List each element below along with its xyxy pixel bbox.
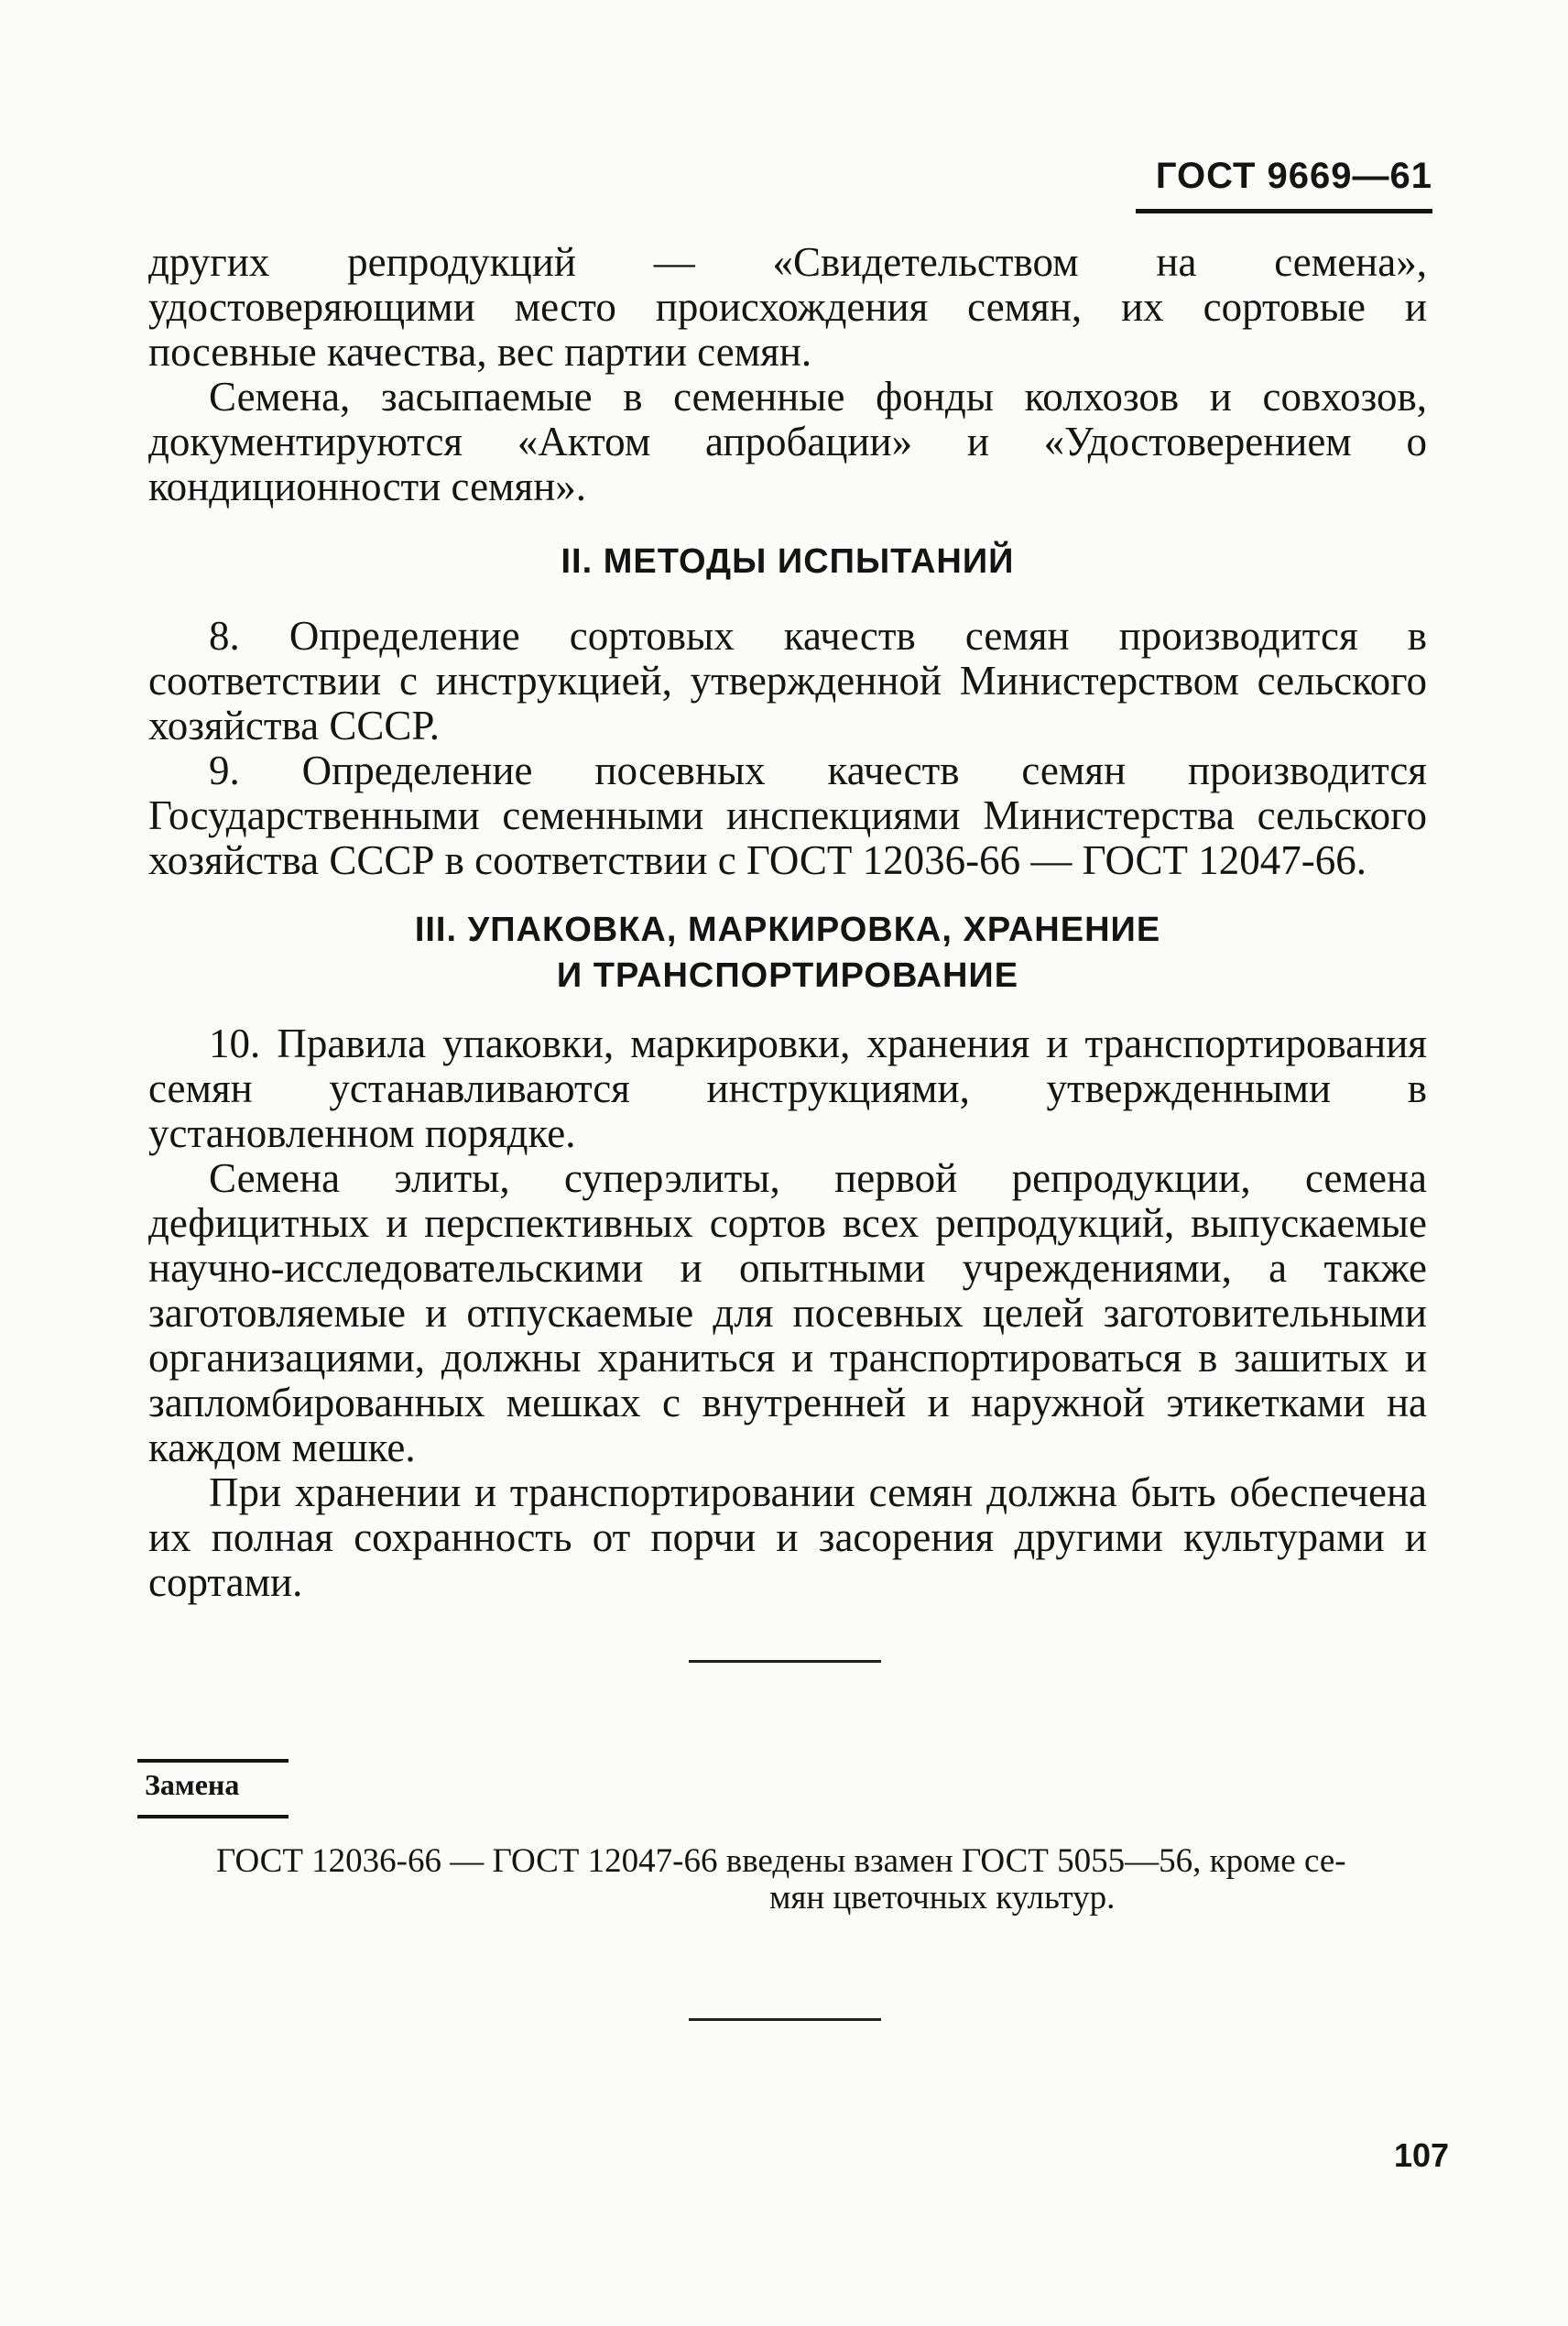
intro-paragraph-2: Семена, засыпаемые в семенные фонды колхозов и совхозов, документируются «Актом апробации» и «Удостоверением о кондиционности семян». — [148, 374, 1427, 509]
standard-code: ГОСТ 9669—61 — [1155, 156, 1432, 196]
replacement-note — [216, 1843, 1425, 1916]
packaging-section — [148, 1021, 1427, 1605]
header-rule — [1136, 209, 1432, 213]
replacement-rule-top — [137, 1759, 289, 1763]
packaging-paragraph-10: 10. Правила упаковки, маркировки, хранения и транспортирования семян устанавливаются инструкциями, утвержденными в установленном порядке. — [148, 1021, 1427, 1156]
replacement-note-line-1: ГОСТ 12036-66 — ГОСТ 12047-66 введены взамен ГОСТ 5055—56, кроме се- — [216, 1842, 1346, 1880]
replacement-label: Замена — [145, 1768, 240, 1801]
replacement-rule-bottom — [137, 1815, 289, 1818]
packaging-paragraph-2: Семена элиты, суперэлиты, первой репродукции, семена дефицитных и перспективных сортов всех репродукций, выпускаемые научно-исследовательскими и опытными учреждениями, а также заготовляемые и отпускаемые для посевных целей заготовительными организациями, должны храниться и транспортироваться в зашитых и запломбированных мешках с внутренней и наружной этикетками на каждом мешке. — [148, 1155, 1427, 1470]
methods-paragraph-9: 9. Определение посевных качеств семян производится Государственными семенными инспекциями Министерства сельского хозяйства СССР в соответствии с ГОСТ 12036-66 — ГОСТ 12047-66. — [148, 748, 1427, 883]
replacement-note-line-2: мян цветочных культур. — [769, 1879, 1116, 1916]
packaging-heading-line-1: III. УПАКОВКА, МАРКИРОВКА, ХРАНЕНИЕ — [414, 911, 1161, 949]
packaging-heading-line-2: И ТРАНСПОРТИРОВАНИЕ — [556, 956, 1019, 995]
packaging-heading — [148, 907, 1427, 999]
packaging-paragraph-3: При хранении и транспортировании семян должна быть обеспечена их полная сохранность от порчи и засорения другими культурами и сортами. — [148, 1469, 1427, 1605]
methods-heading: II. МЕТОДЫ ИСПЫТАНИЙ — [561, 542, 1015, 581]
intro-section — [148, 240, 1427, 509]
page-number: 107 — [1394, 2136, 1450, 2174]
section-divider — [689, 1660, 881, 1663]
methods-paragraph-8: 8. Определение сортовых качеств семян производится в соответствии с инструкцией, утвержденной Министерством сельского хозяйства СССР. — [148, 613, 1427, 748]
methods-section — [148, 614, 1427, 883]
intro-paragraph-1: других репродукций — «Свидетельством на семена», удостоверяющими место происхождения семян, их сортовые и посевные качества, вес партии семян. — [148, 239, 1427, 375]
end-divider — [689, 2018, 881, 2021]
